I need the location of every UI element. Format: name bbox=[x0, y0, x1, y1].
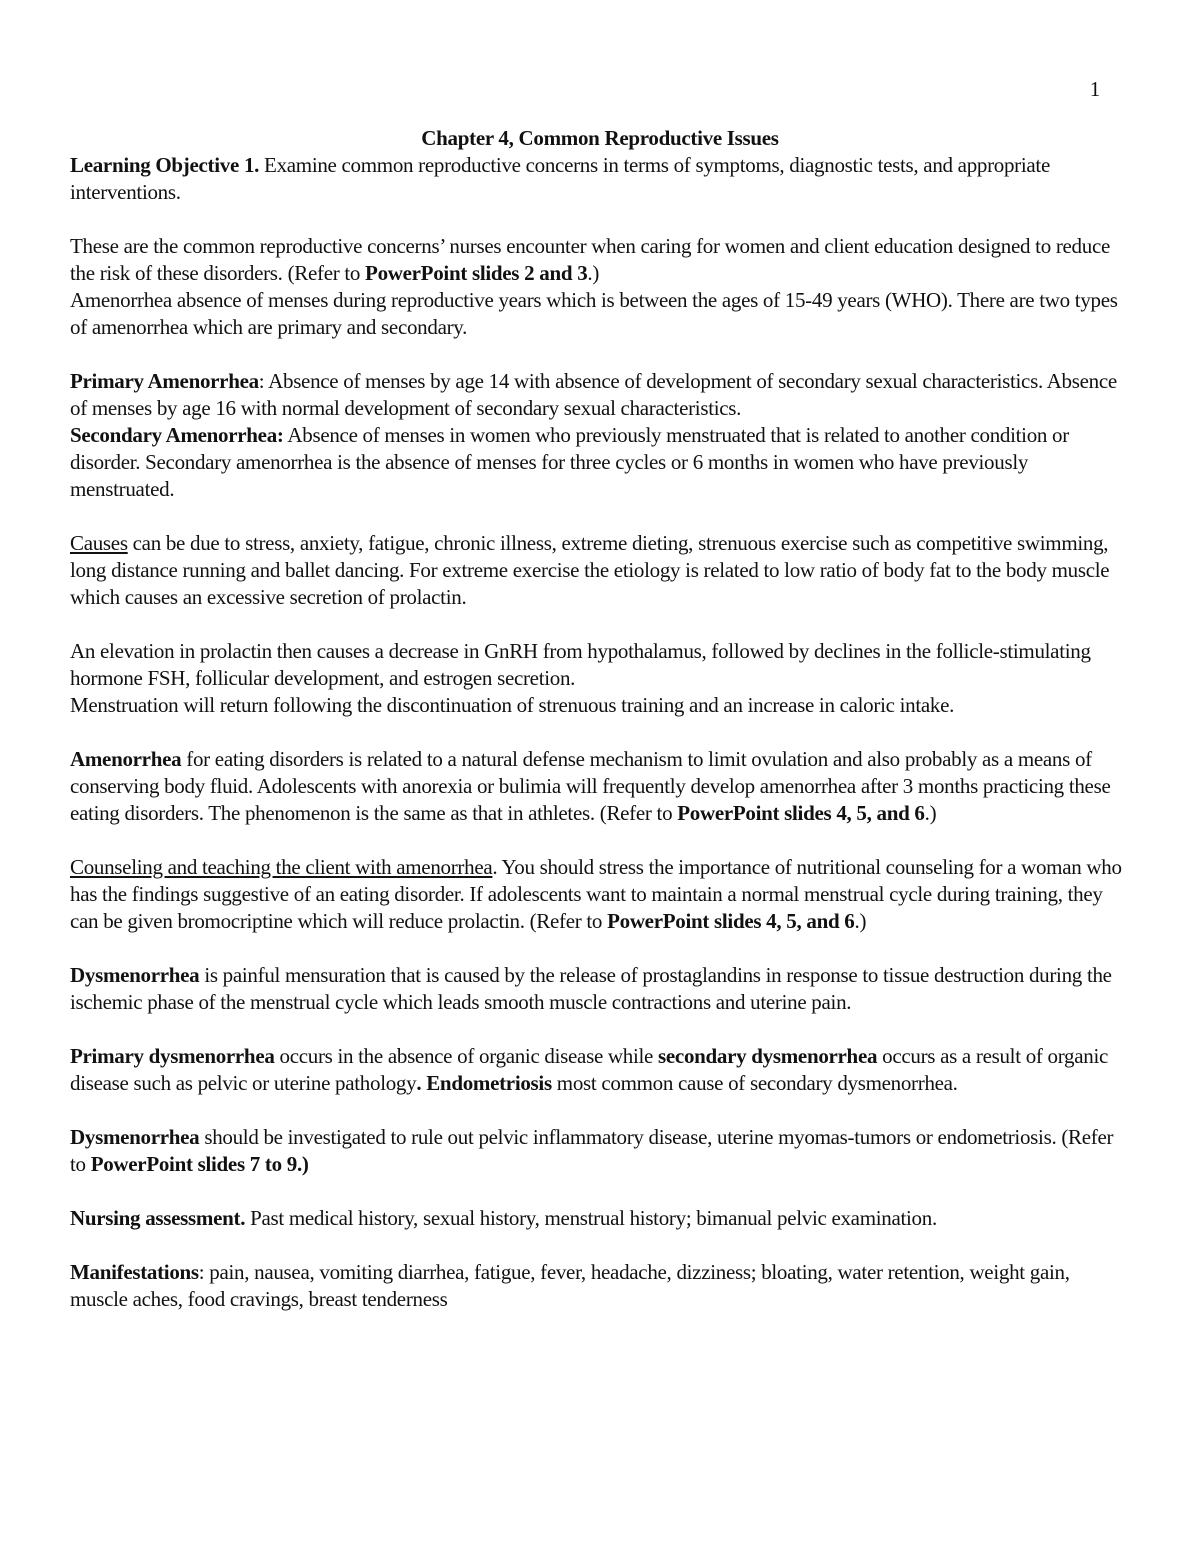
chapter-title: Chapter 4, Common Reproductive Issues bbox=[421, 126, 779, 150]
counseling-slide-ref: PowerPoint slides 4, 5, and 6 bbox=[607, 909, 855, 933]
prolactin-paragraph: An elevation in prolactin then causes a decrease in GnRH from hypothalamus, followed by declines in the follicle-stimulating hormone FSH, follicular development, and estrogen secretion. bbox=[70, 639, 1091, 690]
menstruation-return-paragraph: Menstruation will return following the discontinuation of strenuous training and an increase in caloric intake. bbox=[70, 693, 955, 717]
document-body bbox=[70, 125, 1130, 1313]
investigation-paragraph bbox=[70, 1124, 1130, 1178]
counseling-paragraph bbox=[70, 854, 1130, 935]
endometriosis-text: most common cause of secondary dysmenorrhea. bbox=[551, 1071, 958, 1095]
eating-disorders-slide-ref: PowerPoint slides 4, 5, and 6 bbox=[677, 801, 925, 825]
primary-amenorrhea-paragraph bbox=[70, 368, 1130, 422]
investigation-label: Dysmenorrhea bbox=[70, 1125, 200, 1149]
dysmenorrhea-paragraph bbox=[70, 962, 1130, 1016]
secondary-amenorrhea-label: Secondary Amenorrhea: bbox=[70, 423, 284, 447]
intro-paragraph bbox=[70, 233, 1130, 287]
investigation-text: should be investigated to rule out pelvic inflammatory disease, uterine myomas-tumors or endometriosis. (Refer to bbox=[70, 1125, 1114, 1176]
secondary-dysmenorrhea-label: secondary dysmenorrhea bbox=[658, 1044, 878, 1068]
investigation-slide-ref: PowerPoint slides 7 to 9.) bbox=[90, 1152, 309, 1176]
causes-paragraph bbox=[70, 530, 1130, 611]
causes-text: can be due to stress, anxiety, fatigue, chronic illness, extreme dieting, strenuous exercise such as competitive swimming, long distance running and ballet dancing. For extreme exercise the etiology is related to low ratio of body fat to the body muscle which causes an excessive secretion of prolactin. bbox=[70, 531, 1110, 609]
counseling-text: . You should stress the importance of nutritional counseling for a woman who has the findings suggestive of an eating disorder. If adolescents want to maintain a normal menstrual cycle during training, they can be given bromocriptine which will reduce prolactin. (Refer to bbox=[70, 855, 1122, 933]
dysmenorrhea-text: is painful mensuration that is caused by the release of prostaglandins in response to tissue destruction during the ischemic phase of the menstrual cycle which leads smooth muscle contractions and uterine pain. bbox=[70, 963, 1112, 1014]
primary-amenorrhea-label: Primary Amenorrhea bbox=[70, 369, 259, 393]
eating-disorders-text: for eating disorders is related to a natural defense mechanism to limit ovulation and also probably as a means of conserving body fluid. Adolescents with anorexia or bulimia will frequently develop amenorrhea after 3 months practicing these eating disorders. The phenomenon is the same as that in athletes. (Refer to bbox=[70, 747, 1111, 825]
intro-slide-ref: PowerPoint slides 2 and 3 bbox=[365, 261, 588, 285]
causes-label: Causes bbox=[70, 531, 128, 555]
nursing-assessment-label: Nursing assessment. bbox=[70, 1206, 246, 1230]
learning-objective-text: Examine common reproductive concerns in terms of symptoms, diagnostic tests, and appropriate interventions. bbox=[70, 153, 1050, 204]
eating-disorders-label: Amenorrhea bbox=[70, 747, 182, 771]
manifestations-label: Manifestations bbox=[70, 1260, 199, 1284]
primary-dysmenorrhea-paragraph bbox=[70, 1043, 1130, 1097]
secondary-amenorrhea-text: Absence of menses in women who previously menstruated that is related to another condition or disorder. Secondary amenorrhea is the absence of menses for three cycles or 6 months in women who have previously menstruated. bbox=[70, 423, 1069, 501]
primary-dysmenorrhea-label: Primary dysmenorrhea bbox=[70, 1044, 275, 1068]
primary-amenorrhea-text: : Absence of menses by age 14 with absence of development of secondary sexual characteristics. Absence of menses by age 16 with normal development of secondary sexual characteristics. bbox=[70, 369, 1117, 420]
nursing-assessment-paragraph bbox=[70, 1205, 1130, 1232]
secondary-amenorrhea-paragraph bbox=[70, 422, 1130, 503]
learning-objective-paragraph bbox=[70, 152, 1130, 206]
endometriosis-label: . Endometriosis bbox=[416, 1071, 552, 1095]
manifestations-text: : pain, nausea, vomiting diarrhea, fatigue, fever, headache, dizziness; bloating, water retention, weight gain, muscle aches, food cravings, breast tenderness bbox=[70, 1260, 1070, 1311]
counseling-label: Counseling and teaching the client with amenorrhea bbox=[70, 855, 493, 879]
nursing-assessment-text: Past medical history, sexual history, menstrual history; bimanual pelvic examination. bbox=[245, 1206, 937, 1230]
dysmenorrhea-label: Dysmenorrhea bbox=[70, 963, 200, 987]
eating-disorders-paragraph bbox=[70, 746, 1130, 827]
intro-text: These are the common reproductive concerns’ nurses encounter when caring for women and client education designed to reduce the risk of these disorders. (Refer to bbox=[70, 234, 1111, 285]
amenorrhea-definition: Amenorrhea absence of menses during reproductive years which is between the ages of 15-49 years (WHO). There are two types of amenorrhea which are primary and secondary. bbox=[70, 288, 1118, 339]
primary-dysmenorrhea-text: occurs in the absence of organic disease while bbox=[274, 1044, 659, 1068]
page-number: 1 bbox=[1089, 77, 1100, 101]
manifestations-paragraph bbox=[70, 1259, 1130, 1313]
secondary-dysmenorrhea-text: occurs as a result of organic disease such as pelvic or uterine pathology bbox=[70, 1044, 1109, 1095]
intro-end: .) bbox=[587, 261, 600, 285]
learning-objective-label: Learning Objective 1. bbox=[70, 153, 260, 177]
eating-disorders-end: .) bbox=[924, 801, 937, 825]
counseling-end: .) bbox=[854, 909, 867, 933]
